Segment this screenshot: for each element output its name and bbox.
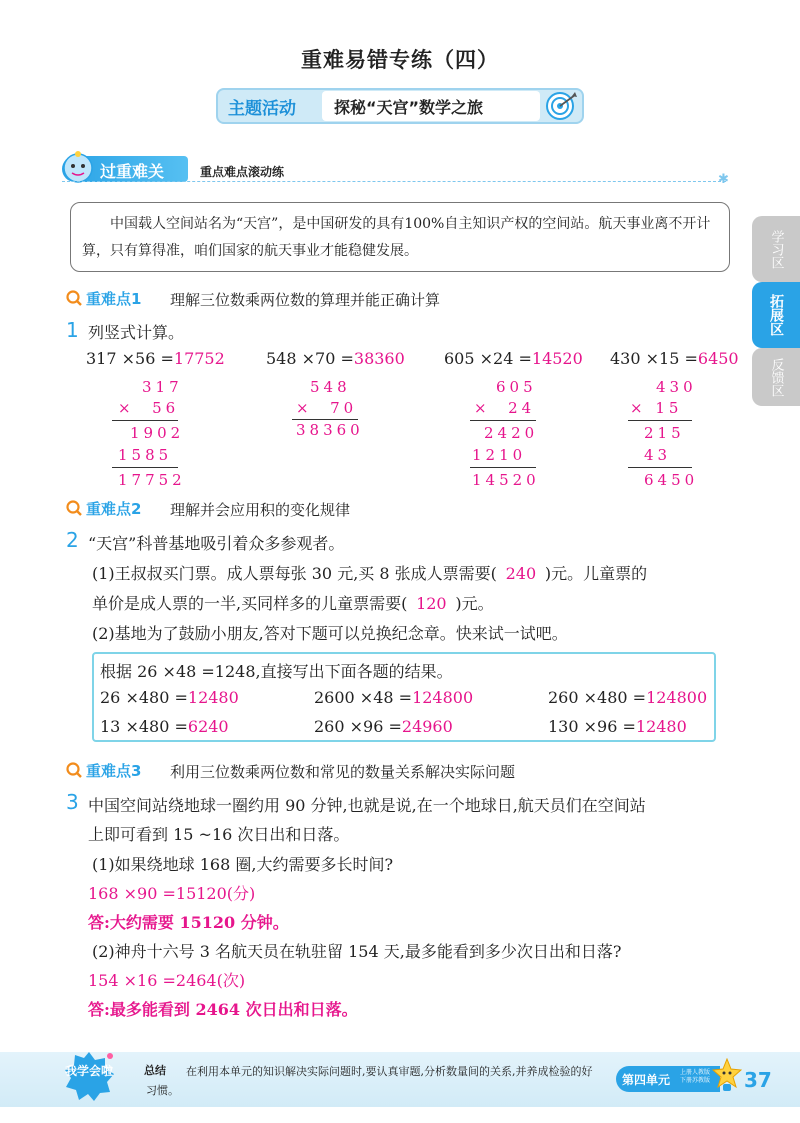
question-stem: “天宫”科普基地吸引着众多参观者。 xyxy=(88,534,345,553)
vc3-top: 605 xyxy=(496,378,537,396)
vc3-mult: × 24 xyxy=(474,399,536,417)
vc1-line xyxy=(112,420,178,421)
result-item-4: 13 ×480 =6240 xyxy=(100,717,229,736)
keypoint-icon xyxy=(66,500,82,516)
question-stem: 列竖式计算。 xyxy=(88,323,185,342)
vc1-line2 xyxy=(112,467,178,468)
vc1-mult: × 56 xyxy=(118,399,180,417)
theme-label: 主题活动 xyxy=(228,99,296,119)
vc4-partial1: 215 xyxy=(644,424,685,442)
page-number: 37 xyxy=(744,1068,772,1092)
vc1-result: 17752 xyxy=(118,471,186,489)
calc-problem-2: 548 ×70 =38360 xyxy=(266,349,405,368)
result-item-2: 2600 ×48 =124800 xyxy=(314,688,474,707)
vc4-partial2: 43 xyxy=(644,446,672,464)
section-subtitle: 重点难点滚动练 xyxy=(200,165,285,179)
vc4-mult: × 15 xyxy=(630,399,683,417)
tab-study-area[interactable]: 学习区 xyxy=(752,216,800,282)
target-icon xyxy=(544,90,578,122)
vc1-partial1: 1902 xyxy=(130,424,185,442)
result-item-5: 260 ×96 =24960 xyxy=(314,717,453,736)
question-number: 1 xyxy=(66,318,79,342)
vc2-mult: × 70 xyxy=(296,399,358,417)
q3-stem-line2: 上即可看到 15 ~16 次日出和日落。 xyxy=(88,825,350,844)
q3-part1-calc: 168 ×90 =15120(分) xyxy=(88,884,256,903)
mascot-icon xyxy=(712,1058,742,1092)
keypoint-icon xyxy=(66,290,82,306)
keypoint-tag: 重难点2 xyxy=(86,500,142,518)
tab-feedback-area[interactable]: 反馈区 xyxy=(752,348,800,406)
calc-problem-1: 317 ×56 =17752 xyxy=(86,349,225,368)
result-item-1: 26 ×480 =12480 xyxy=(100,688,239,707)
theme-text: 探秘“天宫”数学之旅 xyxy=(334,98,484,117)
keypoint-title: 理解并会应用积的变化规律 xyxy=(170,501,351,519)
vc3-result: 14520 xyxy=(472,471,540,489)
footer-summary-label: 总结 xyxy=(144,1064,166,1077)
question-number: 2 xyxy=(66,528,79,552)
unit-label: 第四单元 xyxy=(622,1073,671,1087)
vc2-line xyxy=(292,419,358,420)
result-box-intro: 根据 26 ×48 =1248,直接写出下面各题的结果。 xyxy=(100,662,453,681)
vc4-top: 430 xyxy=(656,378,697,396)
vc3-partial2: 1210 xyxy=(472,446,527,464)
vc2-top: 548 xyxy=(310,378,351,396)
result-item-6: 130 ×96 =12480 xyxy=(548,717,687,736)
vc3-line xyxy=(470,420,536,421)
vc1-partial2: 1585 xyxy=(118,446,173,464)
keypoint-title: 理解三位数乘两位数的算理并能正确计算 xyxy=(170,291,441,309)
keypoint-tag: 重难点1 xyxy=(86,290,142,308)
page-title: 重难易错专练（四） xyxy=(301,48,499,72)
vc2-result: 38360 xyxy=(296,421,364,439)
q3-part1-answer: 答:大约需要 15120 分钟。 xyxy=(88,913,289,932)
vc3-line2 xyxy=(470,467,536,468)
calc-problem-3: 605 ×24 =14520 xyxy=(444,349,583,368)
vc4-line xyxy=(628,420,692,421)
keypoint-title: 利用三位数乘两位数和常见的数量关系解决实际问题 xyxy=(170,763,516,781)
q3-part1: (1)如果绕地球 168 圈,大约需要多长时间? xyxy=(92,855,394,874)
q3-stem-line1: 中国空间站绕地球一圈约用 90 分钟,也就是说,在一个地球日,航天员们在空间站 xyxy=(88,796,646,815)
q2-part1-line2: 单价是成人票的一半,买同样多的儿童票需要( 120 )元。 xyxy=(92,594,494,613)
answer-blank-2[interactable]: 120 xyxy=(416,594,447,613)
badge-text: 我学会啦 xyxy=(64,1064,113,1078)
tab-expand-area[interactable]: 拓展区 xyxy=(752,282,800,348)
keypoint-tag: 重难点3 xyxy=(86,762,142,780)
section-divider xyxy=(62,181,726,182)
q3-part2-calc: 154 ×16 =2464(次) xyxy=(88,971,246,990)
q3-part2: (2)神舟十六号 3 名航天员在轨驻留 154 天,最多能看到多少次日出和日落? xyxy=(92,942,622,961)
unit-sub: 上册人教版 下册苏教版 xyxy=(680,1069,711,1084)
question-number: 3 xyxy=(66,790,79,814)
footer-summary: 在利用本单元的知识解决实际问题时,要认真审题,分析数量间的关系,并养成检验的好习惯。 xyxy=(146,1065,593,1097)
vc3-partial1: 2420 xyxy=(484,424,539,442)
mascot-icon xyxy=(60,150,96,184)
star-icon: ✱ xyxy=(718,172,729,187)
result-item-3: 260 ×480 =124800 xyxy=(548,688,708,707)
section-label: 过重难关 xyxy=(100,162,165,181)
keypoint-icon xyxy=(66,762,82,778)
vc4-result: 6450 xyxy=(644,471,699,489)
q2-part1-line1: (1)王叔叔买门票。成人票每张 30 元,买 8 张成人票需要( 240 )元。儿童票的 xyxy=(92,564,648,583)
q3-part2-answer: 答:最多能看到 2464 次日出和日落。 xyxy=(88,1000,358,1019)
vc4-line2 xyxy=(628,467,692,468)
q2-part2: (2)基地为了鼓励小朋友,答对下题可以兑换纪念章。快来试一试吧。 xyxy=(92,624,568,643)
intro-text: 中国载人空间站名为“天宫”，是中国研发的具有100%自主知识产权的空间站。航天事业离不开计算，只有算得准，咱们国家的航天事业才能稳健发展。 xyxy=(82,216,711,259)
calc-problem-4: 430 ×15 =6450 xyxy=(610,349,739,368)
answer-blank-1[interactable]: 240 xyxy=(505,564,537,583)
vc1-top: 317 xyxy=(142,378,183,396)
